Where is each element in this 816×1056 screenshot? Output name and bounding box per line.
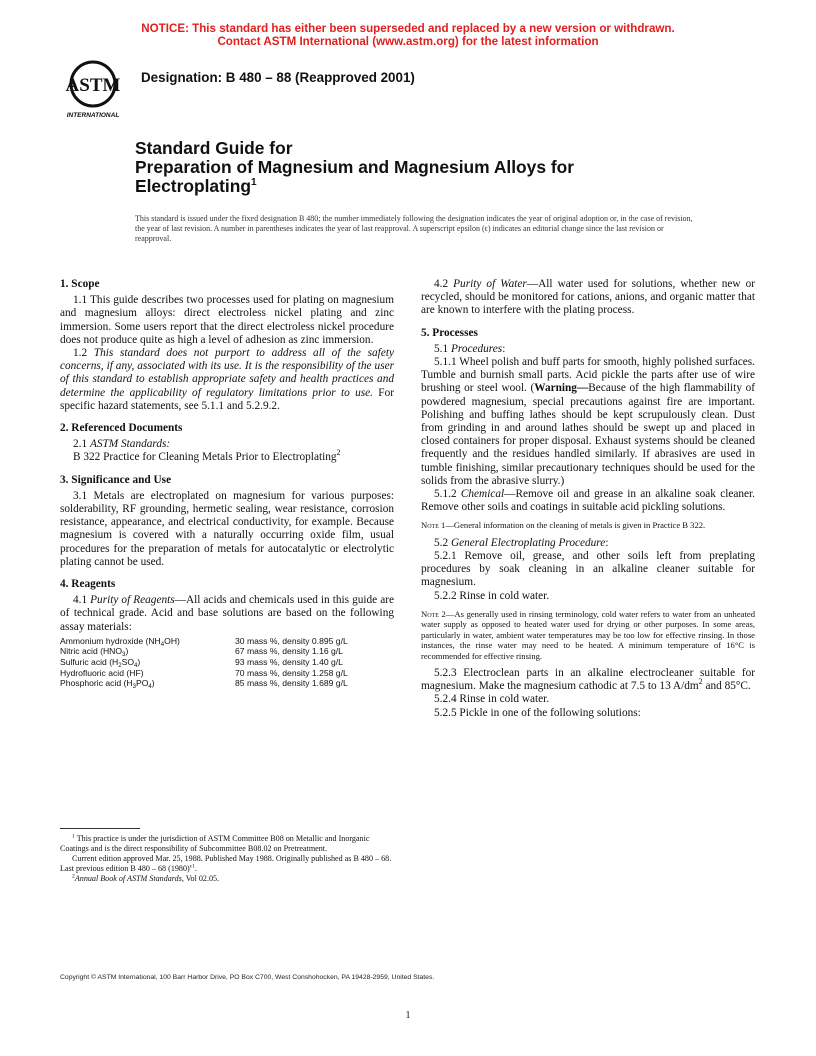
footnote-rule bbox=[60, 828, 140, 829]
notice-line-1: NOTICE: This standard has either been superseded and replaced by a new version or withdrawn. bbox=[141, 22, 675, 35]
paragraph-5-2: 5.2 General Electroplating Procedure: bbox=[434, 536, 609, 549]
paragraph-5-1: 5.1 Procedures: bbox=[434, 342, 506, 355]
paragraph-4-1: 4.1 Purity of Reagents—All acids and chemicals used in this guide are of technical grade. Acid and base solutions are based on the following assay materials: bbox=[60, 594, 394, 633]
footnote-2: $^2$Annual Book of ASTM Standards, Vol 02.05. bbox=[72, 872, 220, 883]
section-heading-referenced-documents: 2. Referenced Documents bbox=[60, 422, 183, 435]
section-heading-scope: 1. Scope bbox=[60, 278, 100, 290]
left-column bbox=[60, 278, 394, 689]
assay-row: Ammonium hydroxide $(NH_4OH)$ 30 mass %, density 0.895 g/L bbox=[60, 635, 348, 648]
section-heading-significance: 3. Significance and Use bbox=[60, 473, 172, 486]
paragraph-4-2: 4.2 Purity of Water—All water used for solutions, whether new or recycled, should be monitored for cations, anions, and organic matter that are known to interfere with the plating process. bbox=[421, 278, 755, 317]
footnotes bbox=[60, 834, 394, 884]
paragraph-5-2-4: 5.2.4 Rinse in cold water. bbox=[434, 693, 550, 706]
svg-text:ASTM: ASTM bbox=[65, 75, 121, 96]
paragraph-1-2: 1.2 This standard does not purport to address all of the safety concerns, if any, associated with its use. It is the responsibility of the user of this standard to establish appropriate safety and health practices and determine the applicability of regulatory limitations prior to use. For specific hazard statements, see 5.1.1 and 5.2.9.2. bbox=[60, 347, 394, 412]
paragraph-5-1-1: 5.1.1 Wheel polish and buff parts for smooth, highly polished surfaces. Tumble and burnish small parts. Acid pickle the parts after use of wire brushing or steel wool. (Warning—Because of the high flammability of powdered magnesium, special precautions against fire are important. Polishing and buffing lathes should be kept scrupulously clean. Dust from grinding in and around lathes should be swept up and placed in closed containers for proper disposal. Exhaust systems should be cleaned frequently and the residues handled similarly. If abrasives are used in tumble finishing, similar precautionary techniques should be used for the solids from the abrasive slurry.) bbox=[421, 356, 755, 487]
paragraph-3-1: 3.1 Metals are electroplated on magnesium for various purposes: solderability, RF grounding, hermetic sealing, wear resistance, corrosion resistance, appearance, and electrical conductivity, for example. Because magnesium is covered with a naturally occurring oxide film, usual procedures for the preparation of metals for autocatalytic or electrolytic plating cannot be used. bbox=[60, 489, 394, 568]
designation: Designation: B 480 – 88 (Reapproved 2001) bbox=[141, 70, 415, 85]
footnote-1: $^1$ This practice is under the jurisdiction of ASTM Committee B08 on Metallic and Inorganic Coatings and is the direct responsibility of Subcommittee B08.02 on Pretreatment. bbox=[60, 833, 370, 853]
reference-b322: B 322 Practice for Cleaning Metals Prior to Electroplating$^2$ bbox=[73, 448, 341, 464]
section-heading-processes: 5. Processes bbox=[421, 326, 478, 339]
withdrawn-notice bbox=[0, 22, 816, 48]
assay-row: Sulfuric acid $(H_2SO_4)$ 93 mass %, density 1.40 g/L bbox=[60, 657, 343, 670]
title-line-3: Electroplating$^1$ bbox=[135, 176, 257, 196]
assay-row: Hydrofluoric acid (HF) 70 mass %, density 1.258 g/L bbox=[60, 667, 348, 678]
svg-text:INTERNATIONAL: INTERNATIONAL bbox=[66, 112, 120, 119]
assay-row: Nitric acid $(HNO_3)$ 67 mass %, density 1.16 g/L bbox=[60, 646, 343, 659]
section-heading-reagents: 4. Reagents bbox=[60, 578, 116, 591]
title-line-1: Standard Guide for bbox=[135, 138, 293, 158]
issue-note: This standard is issued under the fixed designation B 480; the number immediately following the designation indicates the year of original adoption or, in the case of revision, the year of last revision. A number in parentheses indicates the year of last reapproval. A superscript epsilon (ϵ) indicates an editorial change since the last revision or reapproval. bbox=[135, 214, 693, 243]
assay-table bbox=[60, 636, 394, 689]
page-number: 1 bbox=[405, 1010, 411, 1021]
copyright-footer: Copyright © ASTM International, 100 Barr Harbor Drive, PO Box C700, West Conshohocken, PA 19428-2959, United States. bbox=[60, 974, 435, 981]
paragraph-5-2-3: 5.2.3 Electroclean parts in an alkaline electrocleaner suitable for magnesium. Make the magnesium cathodic at 7.5 to 13 $A/dm^2$ and 85°C. bbox=[421, 666, 755, 693]
paragraph-1-1: 1.1 This guide describes two processes used for plating on magnesium and magnesium alloys: direct electroless nickel plating and zinc immersion. Some users report that the direct electroless nickel procedure does not produce quite as high a level of adhesion as zinc immersion. bbox=[60, 294, 394, 346]
footnote-1-edition: Current edition approved Mar. 25, 1988. Published May 1988. Originally published as B 480 – 68. Last previous edition B 480 – 68 $(1980)^{\varepsilon 1}$. bbox=[60, 853, 392, 873]
paragraph-5-2-2: 5.2.2 Rinse in cold water. bbox=[434, 589, 550, 602]
paragraph-5-2-5: 5.2.5 Pickle in one of the following solutions: bbox=[434, 706, 641, 719]
title-line-2: Preparation of Magnesium and Magnesium Alloys for bbox=[135, 157, 575, 177]
assay-row: Phosphoric acid $(H_3PO_4)$ 85 mass %, density 1.689 g/L bbox=[60, 678, 348, 691]
right-column bbox=[421, 278, 755, 720]
document-title bbox=[135, 139, 755, 196]
notice-line-2: Contact ASTM International (www.astm.org) for the latest information bbox=[217, 35, 599, 48]
note-1: Note 1—General information on the cleaning of metals is given in Practice B 322. bbox=[421, 520, 706, 531]
paragraph-2-1: 2.1 ASTM Standards: bbox=[73, 438, 171, 451]
paragraph-5-1-2: 5.1.2 Chemical—Remove oil and grease in an alkaline soak cleaner. Remove other soils and coatings in suitable acid pickling solutions. bbox=[421, 488, 755, 514]
paragraph-5-2-1: 5.2.1 Remove oil, grease, and other soils left from preplating procedures by soak cleaning in an alkaline cleaner suitable for magnesium. bbox=[421, 550, 755, 589]
note-2: Note 2—As generally used in rinsing terminology, cold water refers to water from an unheated water supply as opposed to heated water used for drying or other purposes. In some areas, particularly in water, ambient water temperatures may be too low for effective rinsing. In those instances, the rinse water may need to be heated. A minimum temperature of 16°C is recommended for effective rinsing. bbox=[421, 608, 755, 661]
astm-logo bbox=[60, 56, 126, 120]
